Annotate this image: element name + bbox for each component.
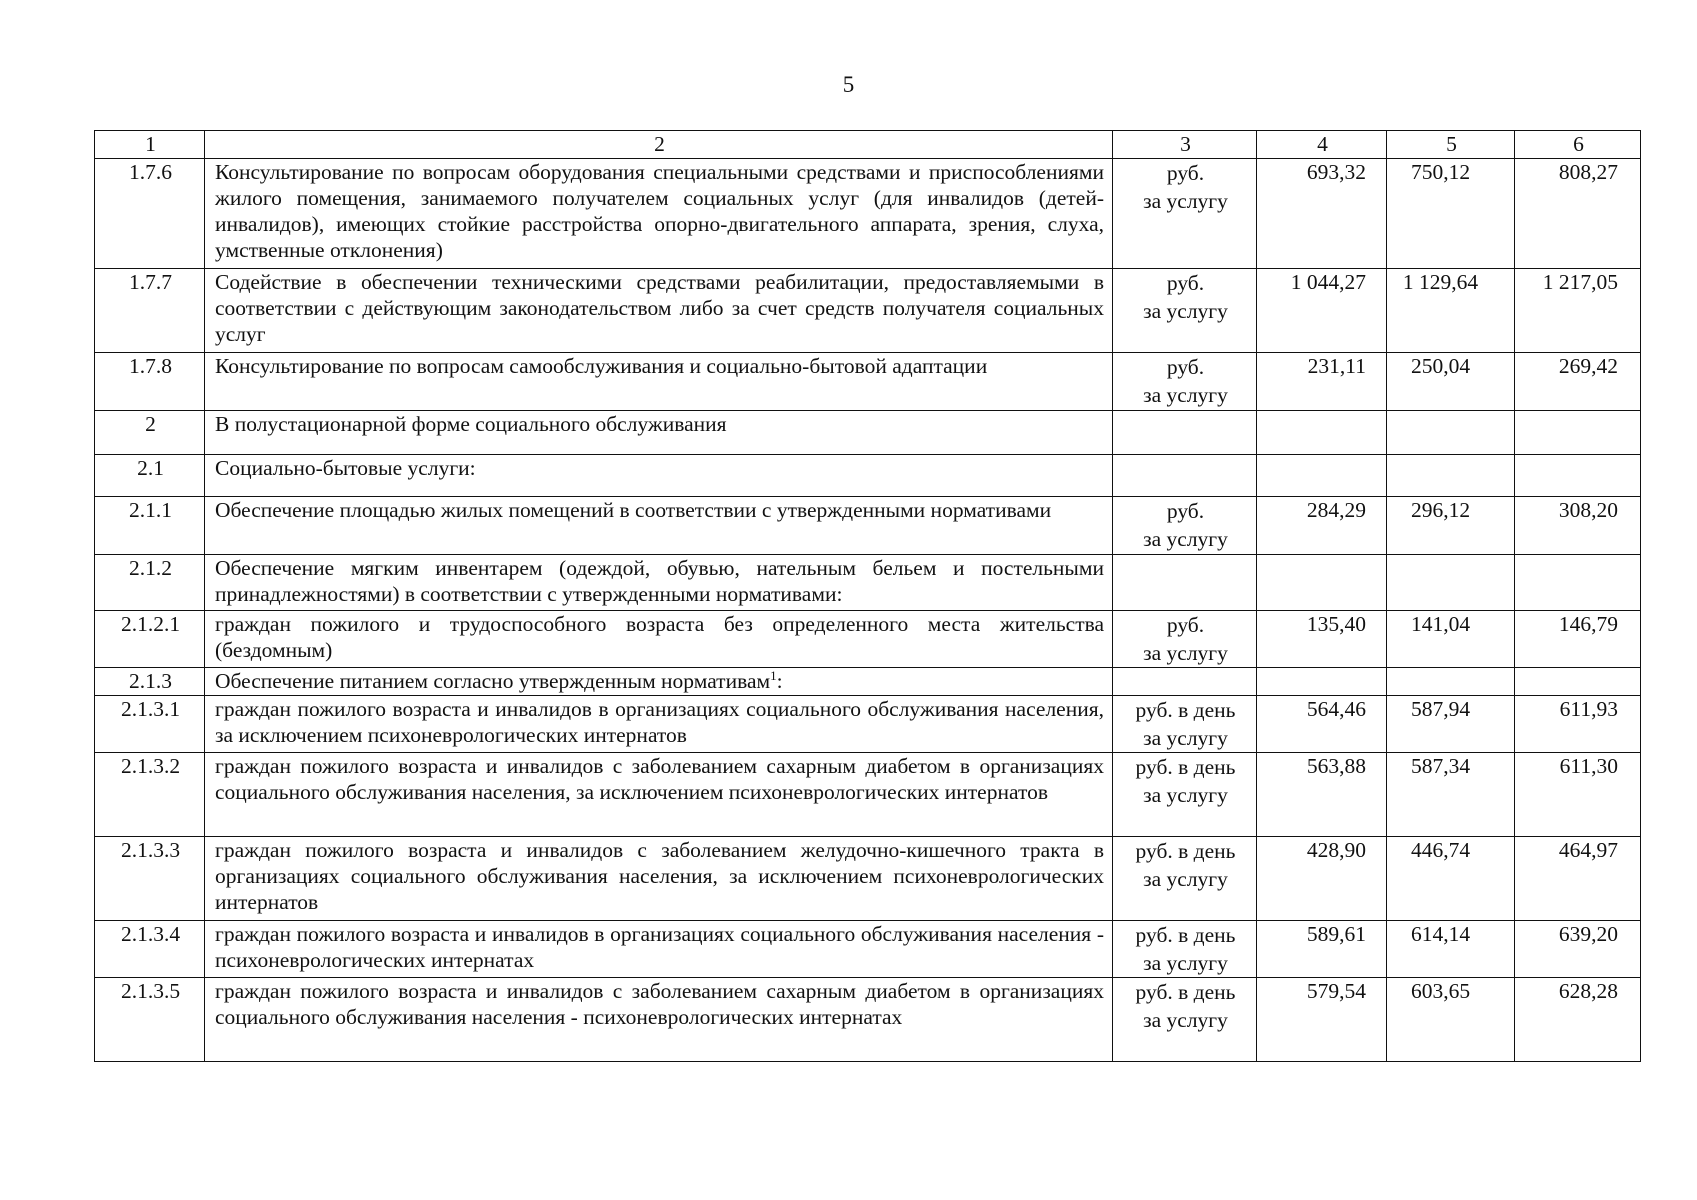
header-col-5: 5 [1387,131,1515,159]
value-col-6: 611,93 [1515,696,1641,753]
unit [1113,668,1257,696]
value-col-6: 628,28 [1515,978,1641,1062]
table-row [95,696,1641,753]
value-col-4: 231,11 [1257,353,1387,411]
header-col-2: 2 [205,131,1113,159]
table-row [95,753,1641,837]
unit [1113,753,1257,837]
unit [1113,455,1257,497]
value-col-6: 1 217,05 [1515,269,1641,353]
value-col-5 [1387,455,1515,497]
value-col-5: 587,94 [1387,696,1515,753]
table-row [95,411,1641,455]
row-number: 1.7.6 [95,159,205,269]
unit-line-2: за услугу [1143,783,1228,807]
table-header-row [95,131,1641,159]
value-col-5: 750,12 [1387,159,1515,269]
service-name: граждан пожилого возраста и инвалидов в организациях социального обслуживания населения, за исключением психоневрологических интернатов [205,696,1113,753]
service-name: граждан пожилого возраста и инвалидов с заболеванием желудочно-кишечного тракта в организациях социального обслуживания населения, за исключением психоневрологических интернатов [205,837,1113,921]
service-name: граждан пожилого возраста и инвалидов с заболеванием сахарным диабетом в организациях социального обслуживания населения, за исключением психоневрологических интернатов [205,753,1113,837]
row-number: 1.7.8 [95,353,205,411]
row-number: 2.1.3.3 [95,837,205,921]
table-row [95,555,1641,611]
value-col-6 [1515,555,1641,611]
header-col-1: 1 [95,131,205,159]
table-row [95,611,1641,668]
table-row [95,978,1641,1062]
value-col-5: 141,04 [1387,611,1515,668]
tariff-table [94,130,1641,1062]
unit-line-1: руб. [1166,613,1205,637]
service-name: Обеспечение мягким инвентарем (одеждой, обувью, нательным бельем и постельными принадлежностями) в соответствии с утвержденными нормативами: [205,555,1113,611]
value-col-4: 589,61 [1257,921,1387,978]
value-col-5: 614,14 [1387,921,1515,978]
table-row [95,159,1641,269]
value-col-6: 611,30 [1515,753,1641,837]
unit-line-1: руб. в день [1135,980,1236,1004]
value-col-6: 269,42 [1515,353,1641,411]
header-col-6: 6 [1515,131,1641,159]
value-col-4: 693,32 [1257,159,1387,269]
table-row [95,837,1641,921]
value-col-6 [1515,668,1641,696]
table-row [95,497,1641,555]
value-col-5: 250,04 [1387,353,1515,411]
service-name-text: Обеспечение питанием согласно утвержденным нормативам [215,669,771,693]
unit-line-2: за услугу [1143,726,1228,750]
value-col-5: 603,65 [1387,978,1515,1062]
value-col-6 [1515,455,1641,497]
unit [1113,921,1257,978]
row-number: 1.7.7 [95,269,205,353]
section-name: В полустационарной форме социального обслуживания [205,411,1113,455]
unit [1113,978,1257,1062]
value-col-5: 587,34 [1387,753,1515,837]
value-col-4: 1 044,27 [1257,269,1387,353]
table-row [95,353,1641,411]
value-col-6: 464,97 [1515,837,1641,921]
value-col-4: 564,46 [1257,696,1387,753]
service-name: граждан пожилого и трудоспособного возраста без определенного места жительства (бездомным) [205,611,1113,668]
value-col-5: 296,12 [1387,497,1515,555]
value-col-4 [1257,555,1387,611]
unit [1113,696,1257,753]
page-number: 5 [842,72,855,97]
row-number: 2.1.2.1 [95,611,205,668]
table-row [95,921,1641,978]
row-number: 2.1.3.5 [95,978,205,1062]
value-col-4 [1257,455,1387,497]
unit [1113,611,1257,668]
unit-line-1: руб. в день [1135,755,1236,779]
value-col-4 [1257,411,1387,455]
unit [1113,497,1257,555]
row-number: 2.1.3.4 [95,921,205,978]
unit [1113,159,1257,269]
value-col-6 [1515,411,1641,455]
unit-line-2: за услугу [1143,951,1228,975]
row-number: 2.1.3.1 [95,696,205,753]
unit-line-1: руб. [1166,271,1205,295]
value-col-4: 579,54 [1257,978,1387,1062]
value-col-5 [1387,555,1515,611]
service-name: Консультирование по вопросам оборудования специальными средствами и приспособлениями жилого помещения, занимаемого получателем социальных услуг (для инвалидов (детей-инвалидов), имеющих стойкие расстройства опорно-двигательного аппарата, зрения, слуха, умственные отклонения) [205,159,1113,269]
unit-line-2: за услугу [1143,867,1228,891]
value-col-4: 428,90 [1257,837,1387,921]
service-name [205,668,1113,696]
unit [1113,555,1257,611]
unit [1113,353,1257,411]
value-col-4 [1257,668,1387,696]
value-col-6: 639,20 [1515,921,1641,978]
service-name: граждан пожилого возраста и инвалидов в организациях социального обслуживания населения - психоневрологических интернатах [205,921,1113,978]
unit [1113,411,1257,455]
value-col-5: 1 129,64 [1387,269,1515,353]
table-row [95,668,1641,696]
unit-line-1: руб. в день [1135,698,1236,722]
table-row [95,269,1641,353]
table-row [95,455,1641,497]
row-number: 2.1.3.2 [95,753,205,837]
unit [1113,269,1257,353]
value-col-4: 563,88 [1257,753,1387,837]
header-col-4: 4 [1257,131,1387,159]
value-col-6: 146,79 [1515,611,1641,668]
footnote-marker: 1 [770,667,777,683]
value-col-4: 135,40 [1257,611,1387,668]
row-number: 2 [95,411,205,455]
row-number: 2.1 [95,455,205,497]
value-col-6: 308,20 [1515,497,1641,555]
service-name: граждан пожилого возраста и инвалидов с заболеванием сахарным диабетом в организациях социального обслуживания населения - психоневрологических интернатах [205,978,1113,1062]
unit-line-2: за услугу [1143,299,1228,323]
value-col-5 [1387,411,1515,455]
service-name: Содействие в обеспечении техническими средствами реабилитации, предоставляемыми в соответствии с действующим законодательством либо за счет средств получателя социальных услуг [205,269,1113,353]
unit-line-2: за услугу [1143,527,1228,551]
service-name: Обеспечение площадью жилых помещений в соответствии с утвержденными нормативами [205,497,1113,555]
service-name: Консультирование по вопросам самообслуживания и социально-бытовой адаптации [205,353,1113,411]
value-col-5 [1387,668,1515,696]
value-col-5: 446,74 [1387,837,1515,921]
row-number: 2.1.2 [95,555,205,611]
value-col-6: 808,27 [1515,159,1641,269]
unit-line-2: за услугу [1143,641,1228,665]
unit-line-2: за услугу [1143,189,1228,213]
value-col-4: 284,29 [1257,497,1387,555]
section-name: Социально-бытовые услуги: [205,455,1113,497]
unit [1113,837,1257,921]
unit-line-1: руб. [1166,355,1205,379]
unit-line-1: руб. [1166,499,1205,523]
row-number: 2.1.3 [95,668,205,696]
unit-line-1: руб. в день [1135,923,1236,947]
header-col-3: 3 [1113,131,1257,159]
unit-line-2: за услугу [1143,383,1228,407]
service-name-suffix: : [776,669,783,693]
row-number: 2.1.1 [95,497,205,555]
unit-line-1: руб. в день [1135,839,1236,863]
unit-line-2: за услугу [1143,1008,1228,1032]
unit-line-1: руб. [1166,161,1205,185]
